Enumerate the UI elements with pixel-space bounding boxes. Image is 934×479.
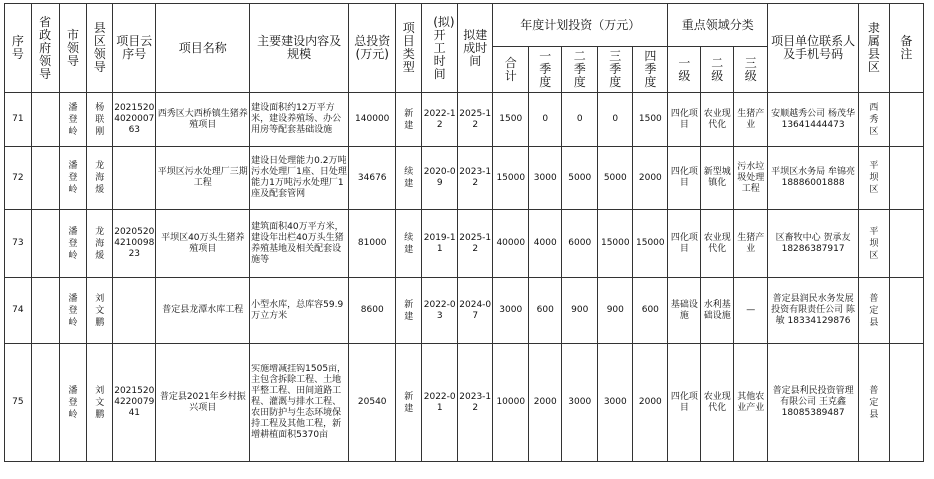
cell-level2: 农业现代化: [701, 93, 734, 147]
cell-provincial-leader: [31, 93, 59, 147]
cell-contact: 普定县利民投资管理有限公司 王克鑫 18085389487: [768, 344, 859, 462]
header-county-leader: 县区领导: [87, 4, 113, 93]
cell-remark: [889, 344, 923, 462]
cell-q4: 600: [633, 278, 668, 344]
cell-type: 新建: [396, 278, 422, 344]
cell-type: 续建: [396, 210, 422, 278]
cell-q3: 900: [598, 278, 633, 344]
cell-start: 2022-12: [422, 93, 458, 147]
header-seq: 序号: [5, 4, 32, 93]
header-key-field: 重点领域分类: [668, 4, 768, 47]
cell-q1: 4000: [529, 210, 562, 278]
cell-q2: 0: [562, 93, 598, 147]
cell-project-name: 普定县龙潭水库工程: [156, 278, 250, 344]
cell-q4: 1500: [633, 93, 668, 147]
cell-level2: 农业现代化: [701, 344, 734, 462]
cell-total: 8600: [349, 278, 396, 344]
cell-q1: 3000: [529, 147, 562, 210]
cell-city-leader: 潘登岭: [59, 147, 87, 210]
cell-sum: 3000: [493, 278, 529, 344]
cell-county-leader: 刘文鹏: [87, 278, 113, 344]
cell-project-name: 西秀区大西桥镇生猪养殖项目: [156, 93, 250, 147]
cell-start: 2019-11: [422, 210, 458, 278]
cell-remark: [889, 210, 923, 278]
header-level2: 二级: [701, 47, 734, 93]
header-project-name: 项目名称: [156, 4, 250, 93]
cell-seq: 71: [5, 93, 32, 147]
cell-content: 小型水库，总库容59.9万立方米: [250, 278, 349, 344]
cell-q3: 15000: [598, 210, 633, 278]
table-row: [5, 344, 924, 462]
cell-sum: 10000: [493, 344, 529, 462]
cell-q4: 15000: [633, 210, 668, 278]
cell-provincial-leader: [31, 210, 59, 278]
cell-level3: 污水垃圾处理工程: [734, 147, 768, 210]
cell-county: 西秀区: [858, 93, 889, 147]
header-level3: 三级: [734, 47, 768, 93]
cell-county: 平坝区: [858, 147, 889, 210]
cell-total: 140000: [349, 93, 396, 147]
cell-project-name: 平坝区40万头生猪养殖项目: [156, 210, 250, 278]
cell-content: 建设日处理能力0.2万吨污水处理厂1座、日处理能力1万吨污水处理厂1座及配套管网: [250, 147, 349, 210]
content-text: 实施增减挂钩1505亩，主包含拆除工程、土地平整工程、田间道路工程、灌溉与排水工程、农田防护与生态环境保持工程及其他工程，新增耕植面积5370亩: [251, 364, 347, 440]
cell-county-leader: 龙海煖: [87, 147, 113, 210]
cell-level3: 生猪产业: [734, 210, 768, 278]
cell-sum: 1500: [493, 93, 529, 147]
header-provincial-leader: 省政府领导: [31, 4, 59, 93]
cell-q3: 3000: [598, 344, 633, 462]
cell-remark: [889, 278, 923, 344]
cell-sum: 40000: [493, 210, 529, 278]
cell-level1: 四化项目: [668, 210, 701, 278]
cell-cloud-seq: 2020520421009823: [113, 210, 156, 278]
cell-project-name: 平坝区污水处理厂三期工程: [156, 147, 250, 210]
cell-sum: 15000: [493, 147, 529, 210]
cell-content: 建筑面积40万平方米，建设年出栏40万头生猪养殖基地及相关配套设施等: [250, 210, 349, 278]
header-county: 隶属县区: [858, 4, 889, 93]
cell-level2: 水利基础设施: [701, 278, 734, 344]
cell-contact: 安顺越秀公司 杨茂华 13641444473: [768, 93, 859, 147]
cell-county: 普定县: [858, 344, 889, 462]
cell-cloud-seq: 2021520402000763: [113, 93, 156, 147]
cell-contact: 区畜牧中心 贺承友 18286387917: [768, 210, 859, 278]
cell-type: 新建: [396, 344, 422, 462]
cell-cloud-seq: 2021520422007941: [113, 344, 156, 462]
cell-contact: 普定县润民水务发展投资有限责任公司 陈敏 18334129876: [768, 278, 859, 344]
cell-start: 2022-01: [422, 344, 458, 462]
cell-start: 2020-09: [422, 147, 458, 210]
cell-provincial-leader: [31, 147, 59, 210]
cell-q4: 2000: [633, 344, 668, 462]
cell-seq: 75: [5, 344, 32, 462]
header-project-type: 项目类型: [396, 4, 422, 93]
cell-finish: 2025-12: [458, 93, 493, 147]
cell-seq: 74: [5, 278, 32, 344]
table-row: [5, 147, 924, 210]
header-city-leader: 市领导: [59, 4, 87, 93]
cell-type: 新建: [396, 93, 422, 147]
cell-total: 81000: [349, 210, 396, 278]
cell-level1: 四化项目: [668, 147, 701, 210]
cell-county-leader: 杨联刚: [87, 93, 113, 147]
cell-content: [250, 344, 349, 462]
cell-total: 20540: [349, 344, 396, 462]
header-q2: 二季度: [562, 47, 598, 93]
cell-finish: 2023-12: [458, 147, 493, 210]
header-content: 主要建设内容及规模: [250, 4, 349, 93]
header-q3: 三季度: [598, 47, 633, 93]
header-total-investment: 总投资(万元): [349, 4, 396, 93]
cell-q1: 2000: [529, 344, 562, 462]
cell-level1: 基础设施: [668, 278, 701, 344]
cell-level1: 四化项目: [668, 93, 701, 147]
header-level1: 一级: [668, 47, 701, 93]
table-row: [5, 278, 924, 344]
table-row: [5, 93, 924, 147]
cell-total: 34676: [349, 147, 396, 210]
cell-q3: 0: [598, 93, 633, 147]
cell-cloud-seq: [113, 278, 156, 344]
cell-level3: 其他农业产业: [734, 344, 768, 462]
header-cloud-seq: 项目云序号: [113, 4, 156, 93]
header-annual-plan: 年度计划投资（万元）: [493, 4, 668, 47]
header-remark: 备注: [889, 4, 923, 93]
cell-q2: 5000: [562, 147, 598, 210]
cell-project-name: 普定县2021年乡村振兴项目: [156, 344, 250, 462]
cell-county-leader: 龙海煖: [87, 210, 113, 278]
cell-seq: 72: [5, 147, 32, 210]
cell-provincial-leader: [31, 278, 59, 344]
cell-q2: 3000: [562, 344, 598, 462]
cell-city-leader: 潘登岭: [59, 210, 87, 278]
header-q1: 一季度: [529, 47, 562, 93]
cell-remark: [889, 93, 923, 147]
cell-seq: 73: [5, 210, 32, 278]
cell-q1: 0: [529, 93, 562, 147]
cell-city-leader: 潘登岭: [59, 278, 87, 344]
table-header: [5, 4, 924, 93]
cell-level2: 新型城镇化: [701, 147, 734, 210]
cell-contact: 平坝区水务局 牟锦亮 18886001888: [768, 147, 859, 210]
cell-q3: 5000: [598, 147, 633, 210]
cell-provincial-leader: [31, 344, 59, 462]
header-start-time: (拟)开工时间: [422, 4, 458, 93]
project-table: [4, 3, 924, 462]
cell-q2: 6000: [562, 210, 598, 278]
cell-finish: 2024-07: [458, 278, 493, 344]
cell-city-leader: 潘登岭: [59, 93, 87, 147]
cell-level1: 四化项目: [668, 344, 701, 462]
cell-county-leader: 刘文鹏: [87, 344, 113, 462]
header-finish-time: 拟建成时间: [458, 4, 493, 93]
cell-city-leader: 潘登岭: [59, 344, 87, 462]
cell-county: 普定县: [858, 278, 889, 344]
cell-content: 建设面积约12万平方米，建设养殖场、办公用房等配套基础设施: [250, 93, 349, 147]
cell-start: 2022-03: [422, 278, 458, 344]
cell-finish: 2025-12: [458, 210, 493, 278]
cell-level2: 农业现代化: [701, 210, 734, 278]
cell-level3: —: [734, 278, 768, 344]
header-q4: 四季度: [633, 47, 668, 93]
table-body: [5, 93, 924, 462]
cell-type: 续建: [396, 147, 422, 210]
cell-q2: 900: [562, 278, 598, 344]
cell-cloud-seq: [113, 147, 156, 210]
header-contact: 项目单位联系人及手机号码: [768, 4, 859, 93]
cell-remark: [889, 147, 923, 210]
cell-q1: 600: [529, 278, 562, 344]
cell-level3: 生猪产业: [734, 93, 768, 147]
cell-q4: 2000: [633, 147, 668, 210]
cell-finish: 2023-12: [458, 344, 493, 462]
header-sum: 合计: [493, 47, 529, 93]
cell-county: 平坝区: [858, 210, 889, 278]
table-row: [5, 210, 924, 278]
